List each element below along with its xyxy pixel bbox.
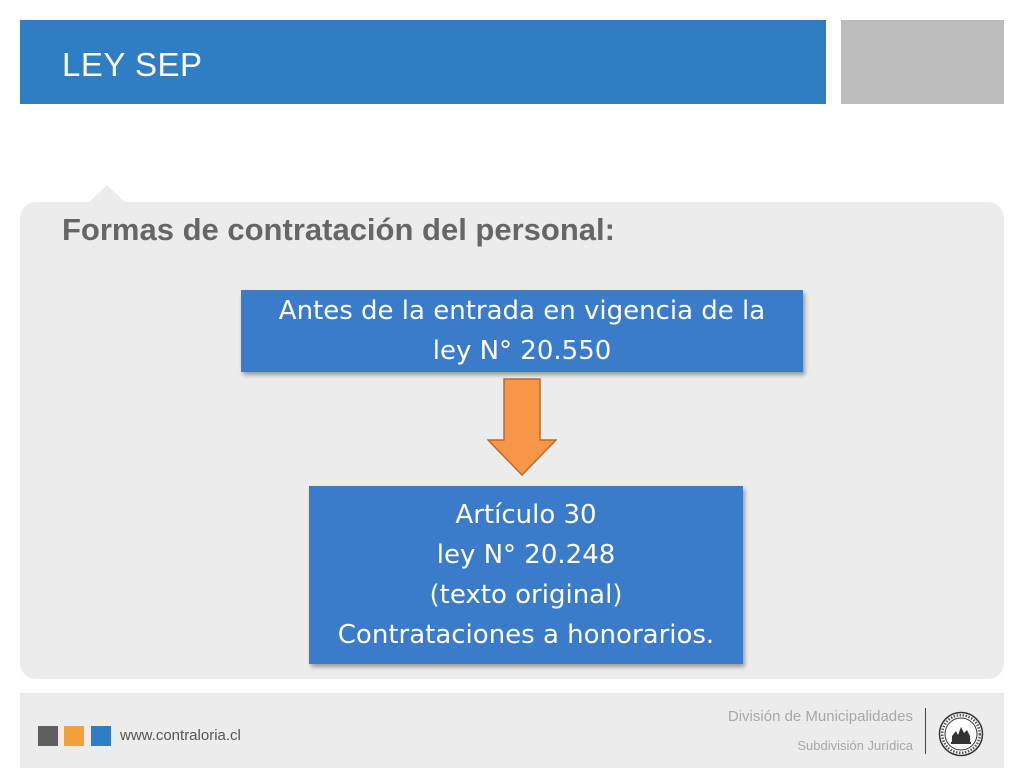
footer-url: www.contraloria.cl bbox=[120, 727, 241, 744]
footer-separator bbox=[925, 708, 926, 754]
slide-title: LEY SEP bbox=[62, 46, 203, 83]
footer-division: División de Municipalidades bbox=[727, 708, 913, 725]
footer-square-blue bbox=[91, 726, 111, 746]
article-30-box bbox=[309, 486, 743, 664]
footer-square-dark bbox=[38, 726, 58, 746]
contraloria-seal-icon bbox=[938, 711, 984, 757]
before-law-line-2: ley N° 20.550 bbox=[432, 336, 612, 366]
article-30-line-1: Artículo 30 bbox=[455, 500, 597, 530]
article-30-line-2: ley N° 20.248 bbox=[436, 540, 616, 570]
footer-square-orange bbox=[64, 726, 84, 746]
before-law-box bbox=[241, 290, 803, 372]
header-grey-block bbox=[841, 20, 1004, 104]
article-30-line-4: Contrataciones a honorarios. bbox=[337, 620, 715, 650]
title-bar bbox=[20, 20, 826, 104]
panel-notch bbox=[88, 185, 126, 203]
down-arrow-icon bbox=[487, 378, 557, 476]
article-30-line-3: (texto original) bbox=[429, 580, 623, 610]
panel-heading: Formas de contratación del personal: bbox=[62, 212, 615, 247]
footer-subdivision: Subdivisión Jurídica bbox=[797, 738, 913, 753]
before-law-line-1: Antes de la entrada en vigencia de la bbox=[278, 296, 766, 326]
